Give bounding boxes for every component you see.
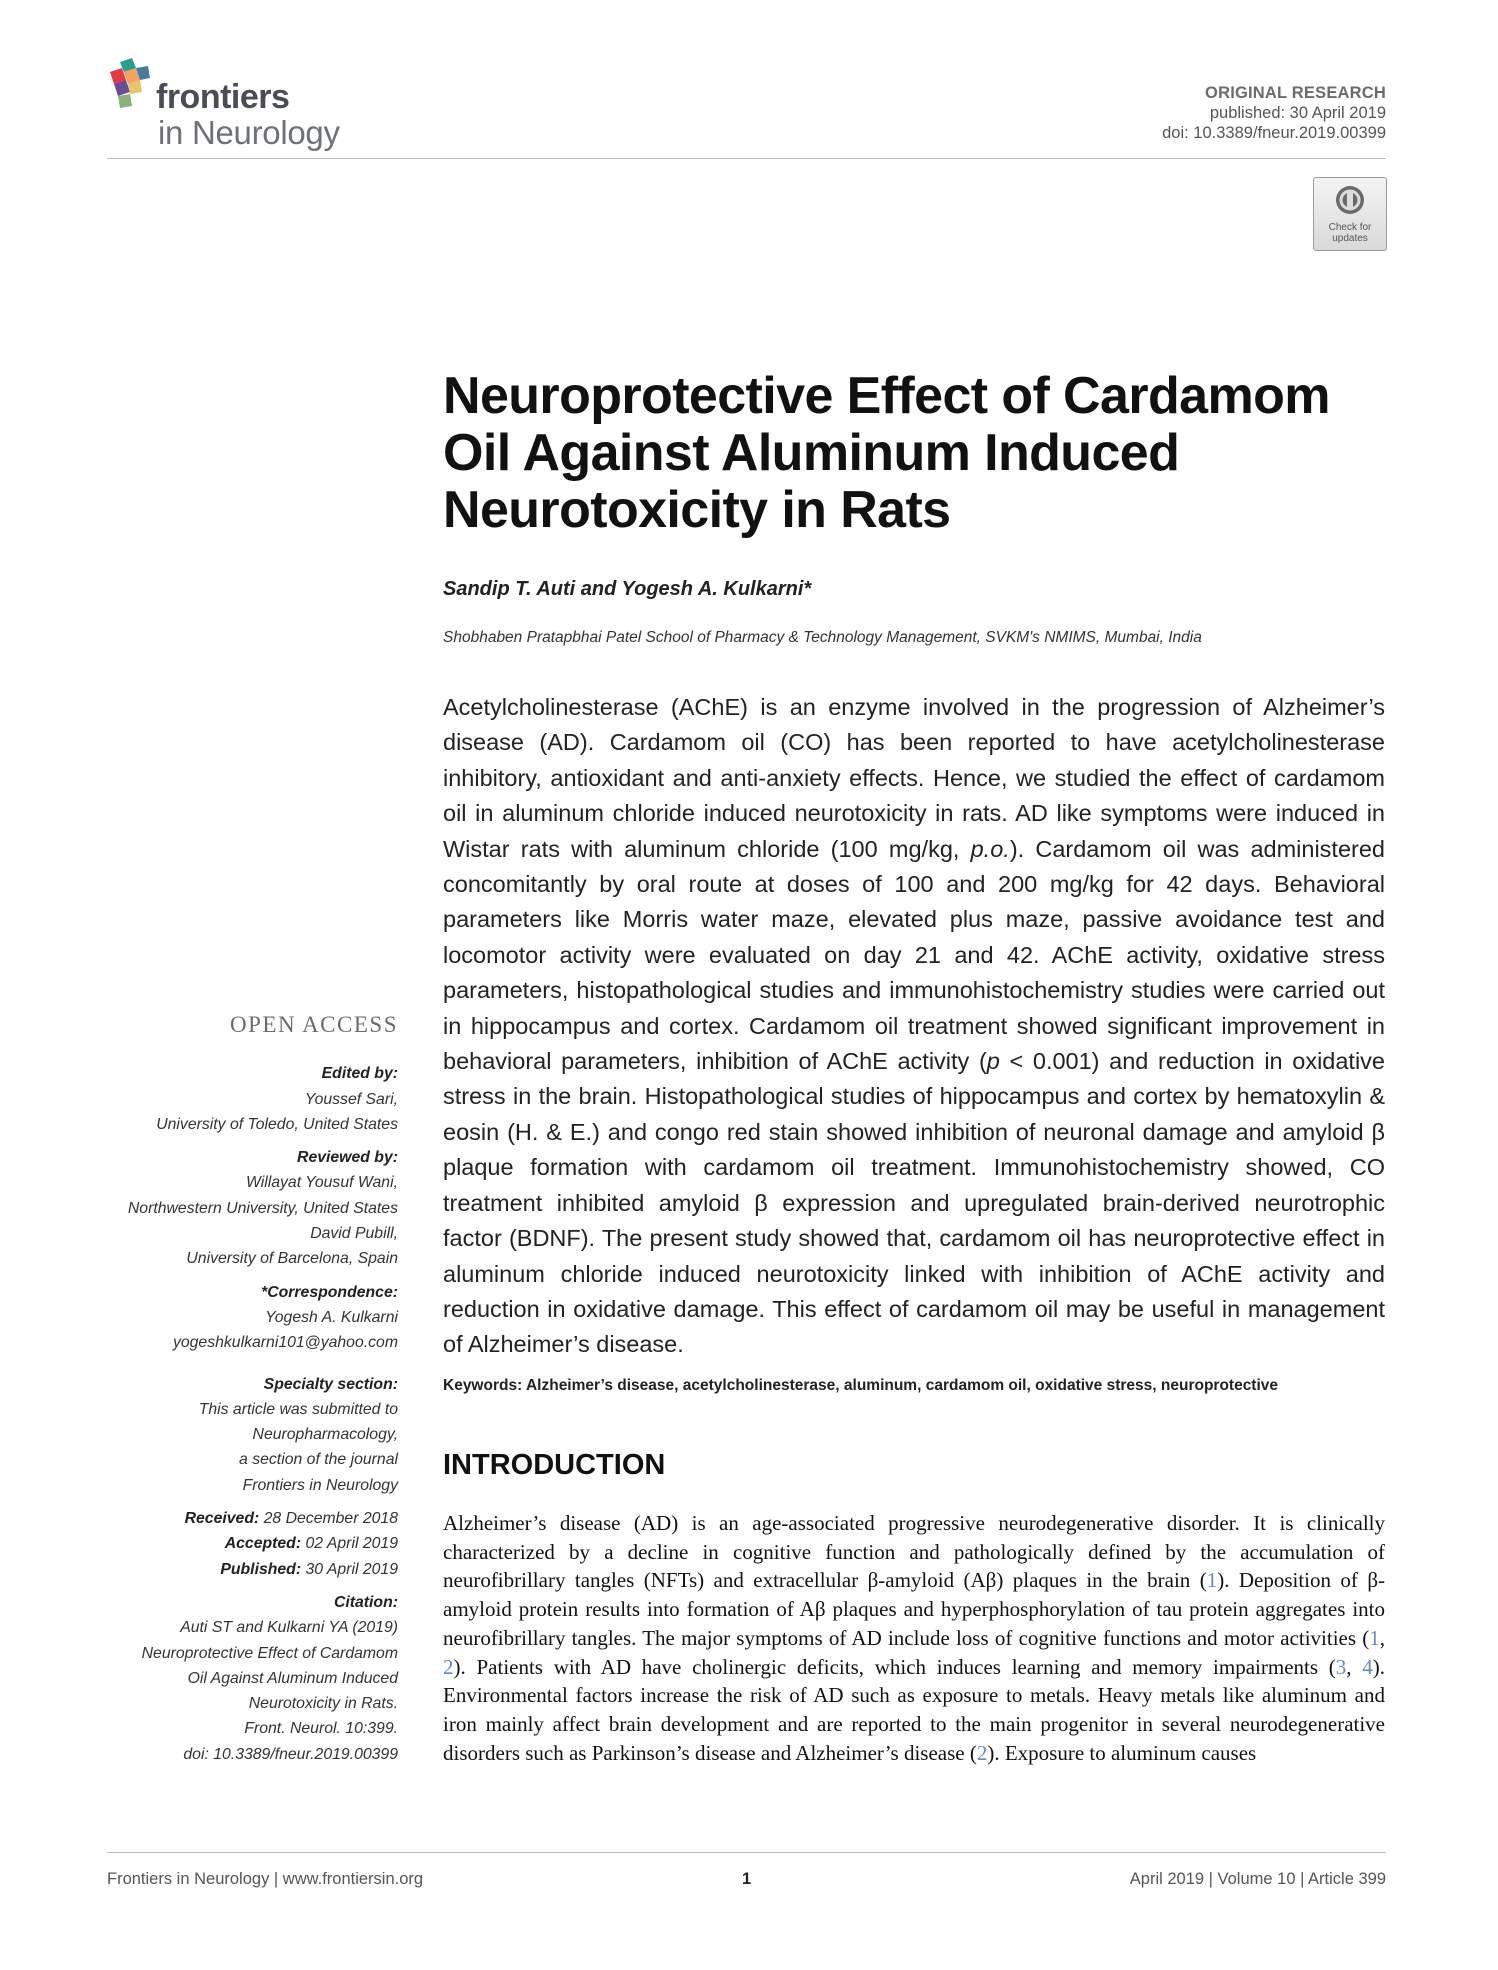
intro-text-4: ). Patients with AD have cholinergic deficits, which induces learning and memory impairments (	[453, 1654, 1336, 1679]
editor-affiliation: University of Toledo, United States	[156, 1115, 398, 1133]
intro-text-6: ). Environmental factors increase the risk of AD such as exposure to metals. Heavy metals like aluminum and iron mainly affect brain development and are reported to the main progenitor in several neurodegenerative disorders such as Parkinson’s disease and Alzheimer’s disease (	[443, 1654, 1386, 1765]
specialty-section	[100, 1372, 398, 1498]
specialty-label: Specialty section:	[263, 1375, 398, 1393]
reviewed-by-section	[100, 1145, 398, 1271]
accepted-value: 02 April 2019	[301, 1535, 398, 1553]
article-meta	[1162, 83, 1386, 143]
specialty-line: Frontiers in Neurology	[242, 1476, 398, 1494]
logo-frontiers-text: frontiers	[156, 78, 290, 116]
reviewer-affiliation: Northwestern University, United States	[127, 1199, 398, 1217]
reference-link[interactable]: 3	[1335, 1654, 1347, 1679]
affiliation: Shobhaben Pratapbhai Patel School of Pharmacy & Technology Management, SVKM's NMIMS, Mumbai, India	[443, 629, 1202, 646]
editor-name: Youssef Sari,	[304, 1090, 398, 1108]
frontiers-logo-icon	[106, 58, 154, 108]
citation-line: Neurotoxicity in Rats.	[248, 1695, 398, 1713]
citation-line: Auti ST and Kulkarni YA (2019)	[180, 1619, 398, 1637]
edited-by-label: Edited by:	[321, 1065, 398, 1083]
abstract-p-symbol: p	[986, 1048, 1000, 1075]
dates-section	[100, 1506, 398, 1582]
intro-text-7: ). Exposure to aluminum causes	[987, 1740, 1257, 1765]
reviewer-name: Willayat Yousuf Wani,	[245, 1174, 398, 1192]
keywords: Keywords: Alzheimer’s disease, acetylcholinesterase, aluminum, cardamom oil, oxidative stress, neuroprotective	[443, 1377, 1279, 1394]
journal-logo[interactable]	[106, 58, 366, 154]
citation-section	[100, 1590, 398, 1767]
article-type: ORIGINAL RESEARCH	[1205, 84, 1386, 102]
specialty-line: This article was submitted to	[198, 1400, 398, 1418]
abstract	[443, 690, 1385, 1363]
article-info-sidebar	[100, 1012, 398, 1775]
citation-line: Neuroprotective Effect of Cardamom	[141, 1644, 398, 1662]
intro-text-2: ). Deposition of β-amyloid protein results into formation of Aβ plaques and hyperphosphorylation of tau protein aggregates into neurofibrillary tangles. The major symptoms of AD include loss of cognitive functions and motor activities (	[443, 1568, 1385, 1650]
doi-link[interactable]: doi: 10.3389/fneur.2019.00399	[1162, 124, 1386, 142]
reference-link[interactable]: 2	[443, 1654, 454, 1679]
reviewer-affiliation: University of Barcelona, Spain	[186, 1250, 398, 1268]
correspondence-section	[100, 1280, 398, 1356]
authors: Sandip T. Auti and Yogesh A. Kulkarni*	[443, 578, 812, 600]
correspondence-name: Yogesh A. Kulkarni	[265, 1308, 398, 1326]
citation-line: Oil Against Aluminum Induced	[187, 1669, 398, 1687]
citation-label: Citation:	[333, 1593, 398, 1611]
logo-journal-text: in Neurology	[158, 114, 340, 151]
open-access-label: OPEN ACCESS	[230, 1012, 398, 1037]
check-for-updates-button[interactable]	[1313, 177, 1387, 251]
intro-text-1: Alzheimer’s disease (AD) is an age-associated progressive neurodegenerative disorder. It is clinically characterized by a decline in cognitive function and pathologically defined by the accumulation of neurofibrillary tangles (NFTs) and extracellular β-amyloid (Aβ) plaques in the brain (	[443, 1511, 1385, 1593]
header-divider	[107, 158, 1386, 159]
reference-link[interactable]: 2	[976, 1740, 988, 1765]
received-date	[100, 1506, 398, 1531]
received-value: 28 December 2018	[259, 1510, 398, 1528]
abstract-text-1: Acetylcholinesterase (AChE) is an enzyme involved in the progression of Alzheimer’s disease (AD). Cardamom oil (CO) has been reported to have acetylcholinesterase inhibitory, antioxidant and anti-anxiety effects. Hence, we studied the effect of cardamom oil in aluminum chloride induced neurotoxicity in rats. AD like symptoms were induced in Wistar rats with aluminum chloride (100 mg/kg,	[443, 694, 1385, 862]
reference-link[interactable]: 4	[1362, 1654, 1373, 1679]
introduction-heading: INTRODUCTION	[443, 1449, 666, 1481]
abstract-po: p.o.	[970, 835, 1010, 862]
check-for-updates-label: Check for updates	[1328, 222, 1372, 244]
reference-link[interactable]: 1	[1369, 1625, 1380, 1650]
citation-line: Front. Neurol. 10:399.	[244, 1720, 398, 1738]
introduction-text	[443, 1509, 1385, 1767]
accepted-label: Accepted:	[224, 1535, 302, 1553]
footer-journal-link[interactable]: Frontiers in Neurology | www.frontiersin.org	[107, 1870, 424, 1888]
correspondence-label: *Correspondence:	[261, 1283, 398, 1301]
abstract-text-3: < 0.001) and reduction in oxidative stress in the brain. Histopathological studies of hippocampus and cortex by hematoxylin & eosin (H. & E.) and congo red stain showed inhibition of neuronal damage and amyloid β plaque formation with cardamom oil treatment. Immunohistochemistry showed, CO treatment inhibited amyloid β expression and upregulated brain-derived neurotrophic factor (BDNF). The present study showed that, cardamom oil has neuroprotective effect in aluminum chloride induced neurotoxicity linked with inhibition of AChE activity and reduction in oxidative damage. This effect of cardamom oil may be useful in management of Alzheimer’s disease.	[443, 1048, 1386, 1358]
intro-text-3: ,	[1379, 1625, 1385, 1650]
published-date-sidebar	[100, 1557, 398, 1582]
page-number: 1	[742, 1870, 752, 1888]
footer-issue-info: April 2019 | Volume 10 | Article 399	[1129, 1870, 1386, 1888]
published-value: 30 April 2019	[301, 1560, 398, 1578]
published-label: Published:	[220, 1560, 302, 1578]
published-date: published: 30 April 2019	[1209, 104, 1386, 122]
accepted-date	[100, 1531, 398, 1556]
edited-by-section	[100, 1061, 398, 1137]
abstract-text-2: ). Cardamom oil was administered concomitantly by oral route at doses of 100 and 200 mg/kg for 42 days. Behavioral parameters like Morris water maze, elevated plus maze, passive avoidance test and locomotor activity were evaluated on day 21 and 42. AChE activity, oxidative stress parameters, histopathological studies and immunohistochemistry studies were carried out in hippocampus and cortex. Cardamom oil treatment showed significant improvement in behavioral parameters, inhibition of AChE activity (	[443, 835, 1385, 1075]
correspondence-email[interactable]: yogeshkulkarni101@yahoo.com	[172, 1334, 398, 1352]
footer-divider	[107, 1852, 1386, 1853]
citation-doi[interactable]: doi: 10.3389/fneur.2019.00399	[183, 1745, 398, 1763]
received-label: Received:	[184, 1510, 260, 1528]
reference-link[interactable]: 1	[1206, 1568, 1218, 1593]
intro-text-5: ,	[1346, 1654, 1363, 1679]
specialty-line: Neuropharmacology,	[252, 1426, 398, 1444]
reviewer-name: David Pubill,	[310, 1225, 398, 1243]
crossmark-icon	[1334, 184, 1366, 216]
reviewed-by-label: Reviewed by:	[297, 1149, 398, 1167]
specialty-line: a section of the journal	[239, 1451, 398, 1469]
article-title: Neuroprotective Effect of Cardamom Oil Against Aluminum Induced Neurotoxicity in Rats	[443, 367, 1330, 539]
